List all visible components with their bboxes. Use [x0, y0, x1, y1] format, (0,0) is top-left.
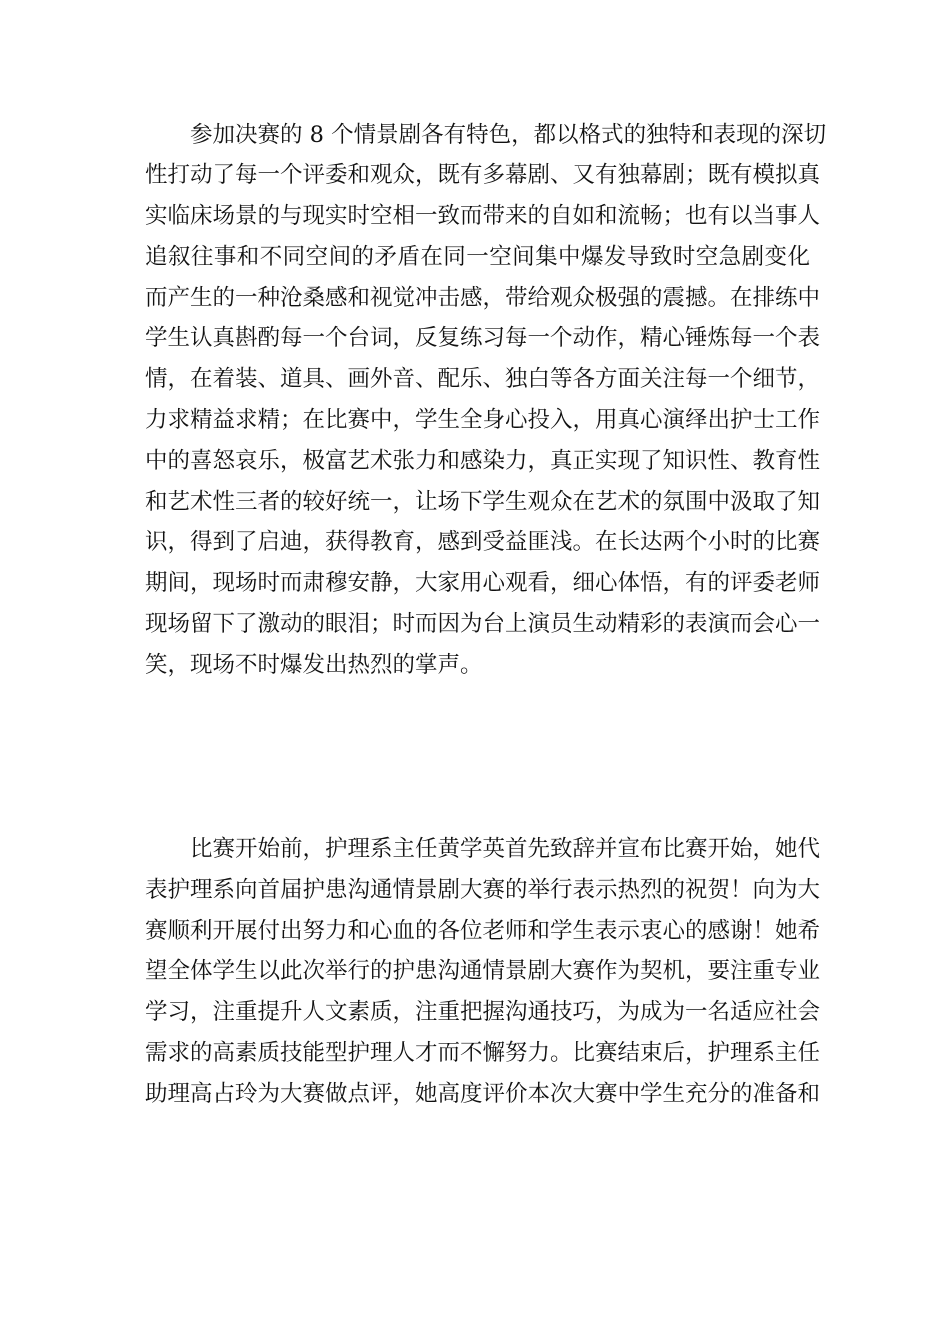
paragraph-line: 力求精益求精；在比赛中，学生全身心投入，用真心演绎出护士工作: [145, 407, 821, 433]
paragraph-line: 学生认真斟酌每一个台词，反复练习每一个动作，精心锤炼每一个表: [145, 325, 821, 351]
paragraph-line: 助理高占玲为大赛做点评，她高度评价本次大赛中学生充分的准备和: [145, 1081, 821, 1107]
paragraph-line: 实临床场景的与现实时空相一致而带来的自如和流畅；也有以当事人: [145, 203, 821, 229]
paragraph-line: 参加决赛的 8 个情景剧各有特色，都以格式的独特和表现的深切: [190, 122, 827, 148]
paragraph-line: 赛顺利开展付出努力和心血的各位老师和学生表示衷心的感谢！她希: [145, 918, 821, 944]
paragraph-line: 笑，现场不时爆发出热烈的掌声。: [145, 652, 483, 678]
paragraph-line: 比赛开始前，护理系主任黄学英首先致辞并宣布比赛开始，她代: [190, 836, 821, 862]
paragraph-line: 而产生的一种沧桑感和视觉冲击感，带给观众极强的震撼。在排练中: [145, 285, 821, 311]
paragraph-line: 识，得到了启迪，获得教育，感到受益匪浅。在长达两个小时的比赛: [145, 529, 821, 555]
paragraph-line: 需求的高素质技能型护理人才而不懈努力。比赛结束后，护理系主任: [145, 1040, 821, 1066]
paragraph-line: 期间，现场时而肃穆安静，大家用心观看，细心体悟，有的评委老师: [145, 570, 821, 596]
paragraph-line: 学习，注重提升人文素质，注重把握沟通技巧，为成为一名适应社会: [145, 999, 821, 1025]
paragraph-line: 现场留下了激动的眼泪；时而因为台上演员生动精彩的表演而会心一: [145, 611, 821, 637]
paragraph-line: 追叙往事和不同空间的矛盾在同一空间集中爆发导致时空急剧变化: [145, 244, 810, 270]
paragraph-line: 情，在着装、道具、画外音、配乐、独白等各方面关注每一个细节，: [145, 366, 821, 392]
paragraph-line: 中的喜怒哀乐，极富艺术张力和感染力，真正实现了知识性、教育性: [145, 448, 821, 474]
paragraph-line: 和艺术性三者的较好统一，让场下学生观众在艺术的氛围中汲取了知: [145, 489, 821, 515]
paragraph-line: 望全体学生以此次举行的护患沟通情景剧大赛作为契机，要注重专业: [145, 958, 821, 984]
paragraph-line: 表护理系向首届护患沟通情景剧大赛的举行表示热烈的祝贺！向为大: [145, 877, 821, 903]
paragraph-line: 性打动了每一个评委和观众，既有多幕剧、又有独幕剧；既有模拟真: [145, 162, 821, 188]
